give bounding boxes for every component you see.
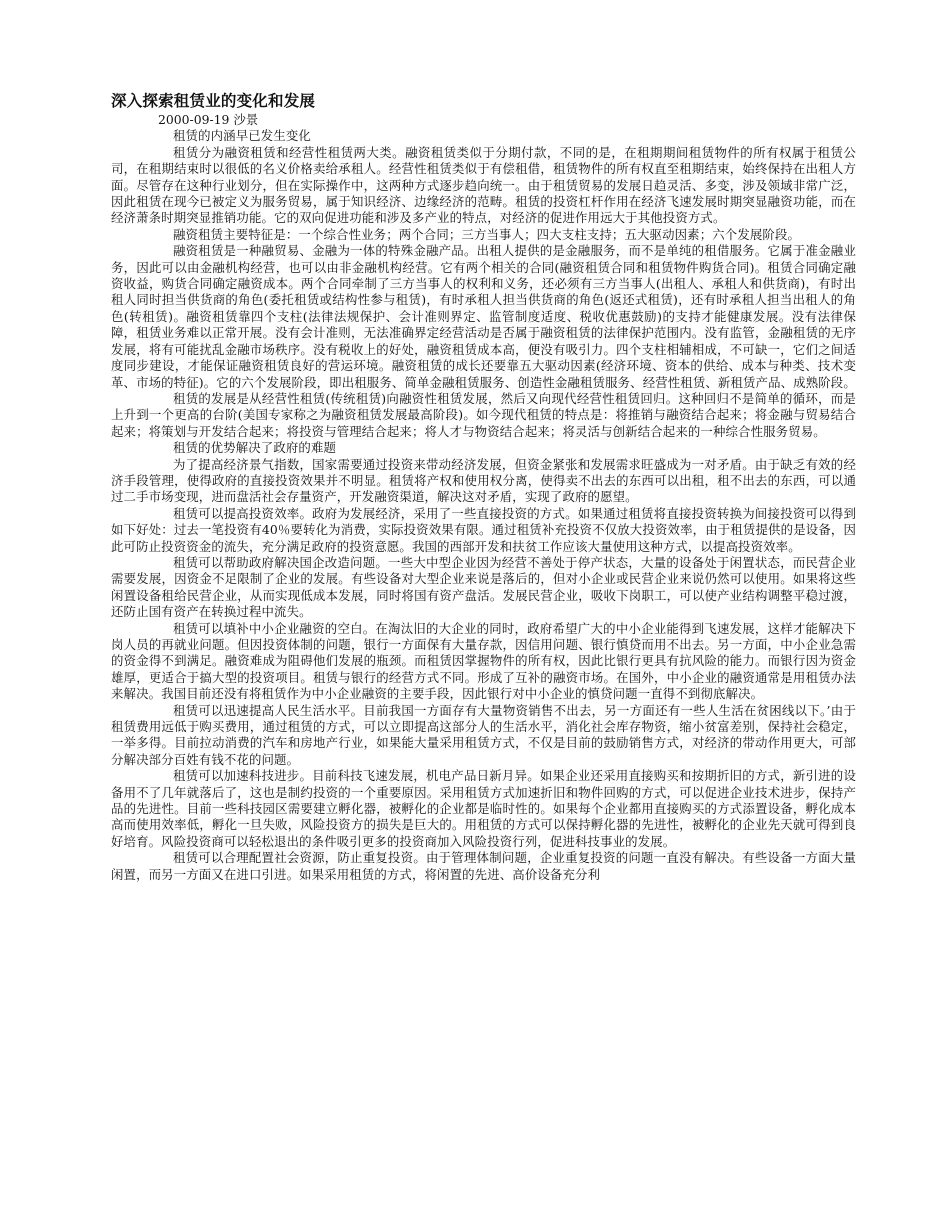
- section-heading: 租赁的优势解决了政府的难题: [173, 440, 337, 456]
- article-byline: 2000-09-19 沙景: [158, 112, 259, 127]
- article: [111, 92, 856, 883]
- paragraph: 为了提高经济景气指数，国家需要通过投资来带动经济发展，但资金紧张和发展需求旺盛成为一对矛盾。由于缺乏有效的经济手段管理，使得政府的直接投资效果并不明显。租赁将产权和使用权分离，使得卖不出去的东西可以出租，租不出去的东西，可以通过二手市场变现，进而盘活社会存量资产，开发融资渠道，解决这对矛盾，实现了政府的愿望。: [111, 456, 856, 505]
- paragraph: 租赁的发展是从经营性租赁(传统租赁)向融资性租赁发展，然后又向现代经营性租赁回归。这种回归不是简单的循环，而是上升到一个更高的台阶(美国专家称之为融资租赁发展最高阶段)。如今现代租赁的特点是：将推销与融资结合起来；将金融与贸易结合起来；将策划与开发结合起来；将投资与管理结合起来；将人才与物资结合起来；将灵活与创新结合起来的一种综合性服务贸易。: [111, 390, 856, 439]
- paragraph: 租赁可以帮助政府解决国企改造问题。一些大中型企业因为经营不善处于停产状态，大量的设备处于闲置状态，而民营企业需要发展，因资金不足限制了企业的发展。有些设备对大型企业来说是落后的，但对小企业或民营企业来说仍然可以使用。如果将这些闲置设备租给民营企业，从而实现低成本发展，同时将国有资产盘活。发展民营企业，吸收下岗职工，可以使产业结构调整平稳过渡，还防止国有资产在转换过程中流失。: [111, 554, 856, 620]
- paragraph: 租赁可以加速科技进步。目前科技飞速发展，机电产品日新月异。如果企业还采用直接购买和按期折旧的方式，新引进的设备用不了几年就落后了，这也是制约投资的一个重要原因。采用租赁方式加速折旧和物件回购的方式，可以促进企业技术进步，保持产品的先进性。目前一些科技园区需要建立孵化器，被孵化的企业都是临时性的。如果每个企业都用直接购买的方式添置设备，孵化成本高而使用效率低，孵化一旦失败，风险投资方的损失是巨大的。用租赁的方式可以保持孵化器的先进性，被孵化的企业先天就可得到良好培育。风险投资商可以轻松退出的条件吸引更多的投资商加入风险投资行列，促进科技事业的发展。: [111, 768, 856, 849]
- paragraph: 融资租赁主要特征是：一个综合性业务；两个合同；三方当事人；四大支柱支持；五大驱动因素；六个发展阶段。: [173, 226, 801, 242]
- article-title: 深入探索租赁业的变化和发展: [111, 92, 316, 110]
- article-body: [111, 128, 856, 883]
- paragraph: 租赁可以提高投资效率。政府为发展经济，采用了一些直接投资的方式。如果通过租赁将直接投资转换为间接投资可以得到如下好处：过去一笔投资有40％要转化为消费，实际投资效果有限。通过租赁补充投资不仅放大投资效率，由于租赁提供的是设备，因此可防止投资资金的流失，充分满足政府的投资意愿。我国的西部开发和扶贫工作应该大量使用这种方式，以提高投资效率。: [111, 505, 856, 554]
- paragraph: 租赁可以填补中小企业融资的空白。在淘汰旧的大企业的同时，政府希望广大的中小企业能得到飞速发展，这样才能解决下岗人员的再就业问题。但因投资体制的问题，银行一方面保有大量存款，因信用问题、银行慎贷而用不出去。另一方面，中小企业急需的资金得不到满足。融资难成为阻碍他们发展的瓶颈。而租赁因掌握物件的所有权，因此比银行更具有抗风险的能力。而银行因为资金雄厚，更适合于搞大型的投资项目。租赁与银行的经营方式不同。形成了互补的融资市场。在国外，中小企业的融资通常是用租赁办法来解决。我国目前还没有将租赁作为中小企业融资的主要手段，因此银行对中小企业的慎贷问题一直得不到彻底解决。: [111, 620, 856, 702]
- paragraph: 租赁可以合理配置社会资源，防止重复投资。由于管理体制问题，企业重复投资的问题一直没有解决。有些设备一方面大量闲置，而另一方面又在进口引进。如果采用租赁的方式，将闲置的先进、高价设备充分利: [111, 850, 856, 882]
- paragraph: 租赁可以迅速提高人民生活水平。目前我国一方面存有大量物资销售不出去，另一方面还有一些人生活在贫困线以下。’由于租赁费用远低于购买费用，通过租赁的方式，可以立即提高这部分人的生活水平，消化社会库存物资，缩小贫富差别，保持社会稳定，一举多得。目前拉动消费的汽车和房地产行业，如果能大量采用租赁方式，不仅是目前的鼓励销售方式，对经济的带动作用更大，可部分解决部分百姓有钱不花的问题。: [111, 702, 856, 767]
- paragraph: 租赁分为融资租赁和经营性租赁两大类。融资租赁类似于分期付款，不同的是，在租期期间租赁物件的所有权属于租赁公司，在租期结束时以很低的名义价格卖给承租人。经营性租赁类似于有偿租借，租赁物件的所有权直至租期结束，始终保持在出租人方面。尽管存在这种行业划分，但在实际操作中，这两种方式逐步趋向统一。由于租赁贸易的发展日趋灵活、多变，涉及领域非常广泛，因此租赁在现今已被定义为服务贸易，属于知识经济、边缘经济的范畴。租赁的投资杠杆作用在经济飞速发展时期突显融资功能，而在经济萧条时期突显推销功能。它的双向促进功能和涉及多产业的特点，对经济的促进作用远大于其他投资方式。: [111, 144, 856, 226]
- paragraph: 融资租赁是一种融贸易、金融为一体的特殊金融产品。出租人提供的是金融服务，而不是单纯的租借服务。它属于准金融业务，因此可以由金融机构经营，也可以由非金融机构经营。它有两个相关的合同(融资租赁合同和租赁物件购货合同)。租赁合同确定融资收益，购货合同确定融资成本。两个合同牵制了三方当事人的权利和义务，还必须有三方当事人(出租人、承租人和供货商)，有时出租人同时担当供货商的角色(委托租赁或结构性参与租赁)，有时承租人担当供货商的角色(返还式租赁)，还有时承租人担当出租人的角色(转租赁)。融资租赁靠四个支柱(法律法规保护、会计准则界定、监管制度适度、税收优惠鼓励)的支持才能健康发展。没有法律保障，租赁业务难以正常开展。没有会计准则，无法准确界定经营活动是否属于融资租赁的法律保护范围内。没有监管，金融租赁的无序发展，将有可能扰乱金融市场秩序。没有税收上的好处，融资租赁成本高，便没有吸引力。四个支柱相辅相成，不可缺一，它们之间适度同步建设，才能保证融资租赁良好的营运环境。融资租赁的成长还要靠五大驱动因素(经济环境、资本的供给、成本与种类、技术变革、市场的特征)。它的六个发展阶段，即出租服务、简单金融租赁服务、创造性金融租赁服务、经营性租赁、新租赁产品、成熟阶段。: [111, 243, 856, 390]
- section-heading: 租赁的内涵早已发生变化: [173, 128, 311, 144]
